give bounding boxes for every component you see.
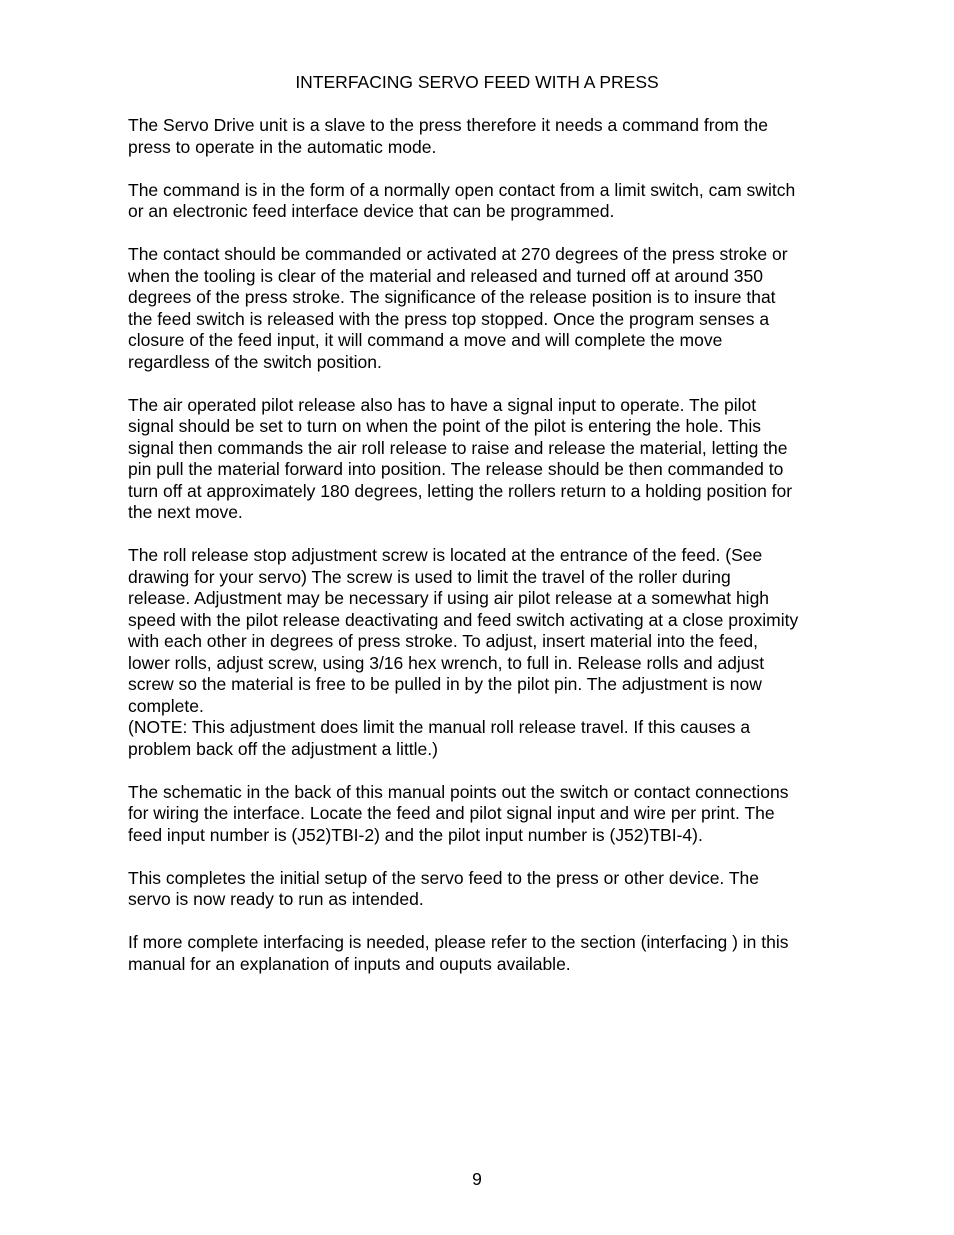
page-number: 9	[472, 1169, 482, 1189]
paragraph-pilot-release: The air operated pilot release also has to have a signal input to operate. The pilot signal should be set to turn on when the point of the pilot is entering the hole. This signal then commands the air roll release to raise and release the material, letting the pin pull the material forward into position. The release should be then commanded to turn off at approximately 180 degrees, letting the rollers return to a holding position for the next move.	[128, 394, 793, 522]
document-body	[128, 115, 858, 997]
paragraph-contact-timing: The contact should be commanded or activated at 270 degrees of the press stroke or when the tooling is clear of the material and released and turned off at around 350 degrees of the press stroke. The significance of the release position is to insure that the feed switch is released with the press top stopped. Once the program senses a closure of the feed input, it will command a move and will complete the move regardless of the switch position.	[128, 244, 788, 372]
paragraph-more-interfacing: If more complete interfacing is needed, please refer to the section (interfacing ) in this manual for an explanation of inputs and ouputs available.	[128, 932, 789, 974]
paragraph-servo-slave: The Servo Drive unit is a slave to the press therefore it needs a command from the press to operate in the automatic mode.	[128, 115, 769, 157]
paragraph-adjustment-note: (NOTE: This adjustment does limit the manual roll release travel. If this causes a problem back off the adjustment a little.)	[128, 717, 751, 759]
paragraph-roll-release-adjustment: The roll release stop adjustment screw is located at the entrance of the feed. (See drawing for your servo) The screw is used to limit the travel of the roller during release. Adjustment may be necessary if using air pilot release at a somewhat high speed with the pilot release deactivating and feed switch activating at a close proximity with each other in degrees of press stroke. To adjust, insert material into the feed, lower rolls, adjust screw, using 3/16 hex wrench, to full in. Release rolls and adjust screw so the material is free to be pulled in by the pilot pin. The adjustment is now complete.	[128, 545, 799, 716]
paragraph-schematic-wiring: The schematic in the back of this manual points out the switch or contact connections for wiring the interface. Locate the feed and pilot signal input and wire per print. The feed input number is (J52)TBI-2) and the pilot input number is (J52)TBI-4).	[128, 781, 789, 845]
page-title: INTERFACING SERVO FEED WITH A PRESS	[295, 72, 659, 92]
paragraph-setup-complete: This completes the initial setup of the servo feed to the press or other device. The servo is now ready to run as intended.	[128, 867, 759, 909]
paragraph-command-contact: The command is in the form of a normally open contact from a limit switch, cam switch or an electronic feed interface device that can be programmed.	[128, 179, 796, 221]
